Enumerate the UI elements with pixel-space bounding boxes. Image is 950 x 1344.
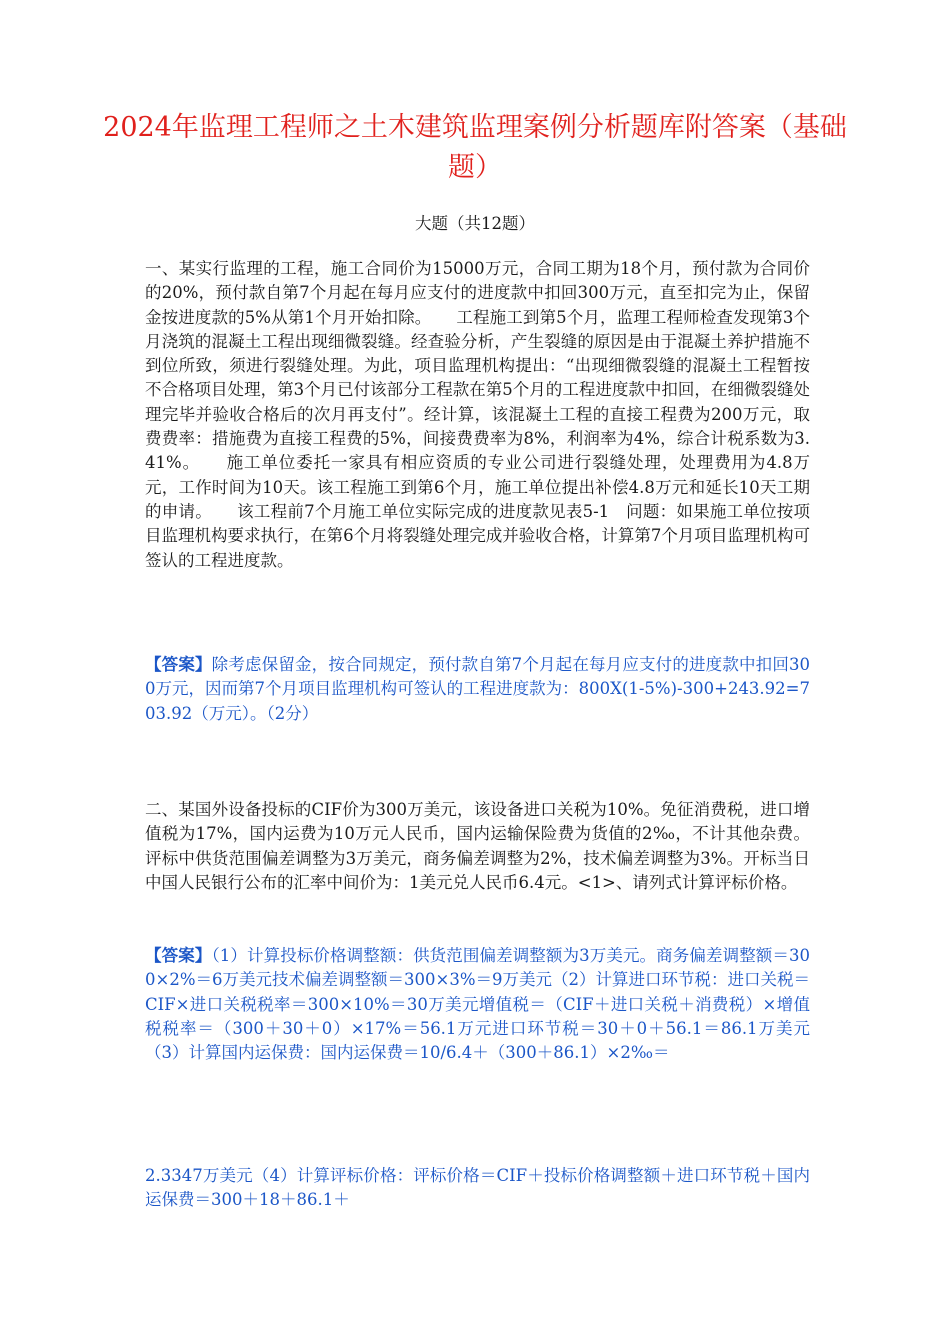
answer-1-text: 除考虑保留金，按合同规定，预付款自第7个月起在每月应支付的进度款中扣回300万元，因而第7个月项目监理机构可签认的工程进度款为：800X(1-5%)-300+243.92=703.92（万元）。（2分） (145, 655, 810, 723)
answer-2-tag: 【答案】 (145, 946, 212, 965)
answer-2-text: （1）计算投标价格调整额：供货范围偏差调整额为3万美元。商务偏差调整额＝300×2%＝6万美元技术偏差调整额＝300×3%＝9万美元（2）计算进口环节税：进口关税＝CIF×进口关税税率＝300×10%＝30万美元增值税＝（CIF＋进口关税＋消费税）×增值税税率＝（300＋30＋0）×17%＝56.1万元进口环节税＝30＋0＋56.1＝86.1万美元（3）计算国内运保费：国内运保费＝10/6.4＋（300＋86.1）×2‰＝ (145, 946, 811, 1063)
document-title: 2024年监理工程师之土木建筑监理案例分析题库附答案（基础题） (103, 112, 847, 183)
answer-2-continued: 2.3347万美元（4）计算评标价格：评标价格＝CIF＋投标价格调整额＋进口环节税＋国内运保费＝300＋18＋86.1＋ (145, 1166, 810, 1210)
question-2-text: 二、某国外设备投标的CIF价为300万美元，该设备进口关税为10%。免征消费税，进口增值税为17%，国内运费为10万元人民币，国内运输保险费为货值的2‰，不计其他杂费。评标中供货范围偏差调整为3万美元，商务偏差调整为2%，技术偏差调整为3%。开标当日中国人民银行公布的汇率中间价为：1美元兑人民币6.4元。<1>、请列式计算评标价格。 (145, 800, 810, 892)
answer-1 (145, 653, 810, 726)
question-1-text: 一、某实行监理的工程，施工合同价为15000万元，合同工期为18个月，预付款为合同价的20%，预付款自第7个月起在每月应支付的进度款中扣回300万元，直至扣完为止，保留金按进度款的5%从第1个月开始扣除。 工程施工到第5个月，监理工程师检查发现第3个月浇筑的混凝土工程出现细微裂缝。经查验分析，产生裂缝的原因是由于混凝土养护措施不到位所致，须进行裂缝处理。为此，项目监理机构提出：“出现细微裂缝的混凝土工程暂按不合格项目处理，第3个月已付该部分工程款在第5个月的工程进度款中扣回，在细微裂缝处理完毕并验收合格后的次月再支付”。经计算，该混凝土工程的直接工程费为200万元，取费费率：措施费为直接工程费的5%，间接费费率为8%，利润率为4%，综合计税系数为3.41%。 施工单位委托一家具有相应资质的专业公司进行裂缝处理，处理费用为4.8万元，工作时间为10天。该工程施工到第6个月，施工单位提出补偿4.8万元和延长10天工期的申请。 该工程前7个月施工单位实际完成的进度款见表5-1 问题：如果施工单位按项目监理机构要求执行，在第6个月将裂缝处理完成并验收合格，计算第7个月项目监理机构可签认的工程进度款。 (145, 259, 810, 570)
answer-1-tag: 【答案】 (145, 655, 212, 674)
answer-2 (145, 944, 810, 1065)
section-heading: 大题（共12题） (415, 214, 535, 233)
